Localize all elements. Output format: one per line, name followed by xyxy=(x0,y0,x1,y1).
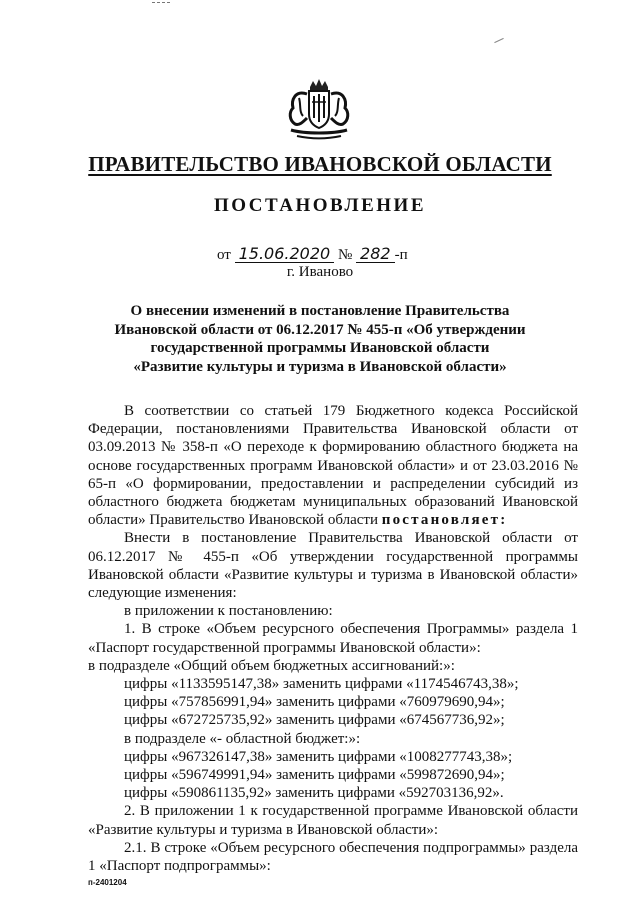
intro-paragraph: Внести в постановление Правительства Ивановской области от 06.12.2017 № 455-п «Об утверждении государственной программы Ивановской области «Развитие культуры и туризма в Ивановской области» следующие изменения: xyxy=(88,530,578,602)
subsection-total: в подразделе «Общий объем бюджетных ассигнований:»: xyxy=(88,657,455,674)
scan-mark xyxy=(152,2,170,5)
document-body xyxy=(88,402,578,875)
subject-line: «Развитие культуры и туризма в Ивановской области» xyxy=(133,358,507,375)
document-type-heading: ПОСТАНОВЛЕНИЕ xyxy=(213,195,427,216)
scan-mark xyxy=(494,38,503,43)
item-2: 2. В приложении 1 к государственной программе Ивановской области «Развитие культуры и туризма в Ивановской области»: xyxy=(88,803,578,838)
date-prefix: от xyxy=(217,247,231,263)
replacement-line: цифры «590861135,92» заменить цифрами «592703136,92». xyxy=(124,785,504,802)
subsection-regional: в подразделе «- областной бюджет:»: xyxy=(124,730,361,747)
subject-line: Ивановской области от 06.12.2017 № 455-п «Об утверждении xyxy=(114,321,526,338)
government-title: ПРАВИТЕЛЬСТВО ИВАНОВСКОЙ ОБЛАСТИ xyxy=(88,152,552,176)
item-1: 1. В строке «Объем ресурсного обеспечения Программы» раздела 1 «Паспорт государственной программы Ивановской области»: xyxy=(88,621,578,656)
document-subject xyxy=(100,302,540,376)
replacement-line: цифры «967326147,38» заменить цифрами «1008277743,38»; xyxy=(124,748,513,765)
replacement-line: цифры «1133595147,38» заменить цифрами «1174546743,38»; xyxy=(124,676,519,693)
replacement-line: цифры «596749991,94» заменить цифрами «599872690,94»; xyxy=(124,767,505,784)
subject-line: О внесении изменений в постановление Правительства xyxy=(130,303,510,319)
date-number-line xyxy=(217,246,408,264)
preamble-paragraph xyxy=(88,402,578,529)
preamble-text: В соответствии со статьей 179 Бюджетного кодекса Российской Федерации, постановлениями Правительства Ивановской области от 03.09.2013 № 358-п «О переходе к формированию областного бюджета на основе государственных программ Ивановской области» и от 23.03.2016 № 65-п «О формировании, предоставлении и распределении субсидий из областного бюджета бюджетам муниципальных образований Ивановской области» Правительство Ивановской области xyxy=(88,403,578,529)
subject-line: государственной программы Ивановской области xyxy=(150,340,490,356)
coat-of-arms-emblem xyxy=(281,78,357,140)
replacement-line: цифры «672725735,92» заменить цифрами «674567736,92»; xyxy=(124,712,505,729)
handwritten-number: 282 xyxy=(356,246,395,263)
number-suffix: -п xyxy=(394,247,408,263)
number-sign: № xyxy=(337,247,353,263)
city-name: г. Иваново xyxy=(286,264,354,280)
item-2-1: 2.1. В строке «Объем ресурсного обеспечения подпрограммы» раздела 1 «Паспорт подпрограммы»: xyxy=(88,839,578,875)
footer-document-code: п-2401204 xyxy=(88,878,127,887)
annex-intro: в приложении к постановлению: xyxy=(124,603,333,620)
decree-word: постановляет: xyxy=(381,512,508,529)
replacement-line: цифры «757856991,94» заменить цифрами «760979690,94»; xyxy=(124,694,505,711)
handwritten-date: 15.06.2020 xyxy=(235,246,335,263)
